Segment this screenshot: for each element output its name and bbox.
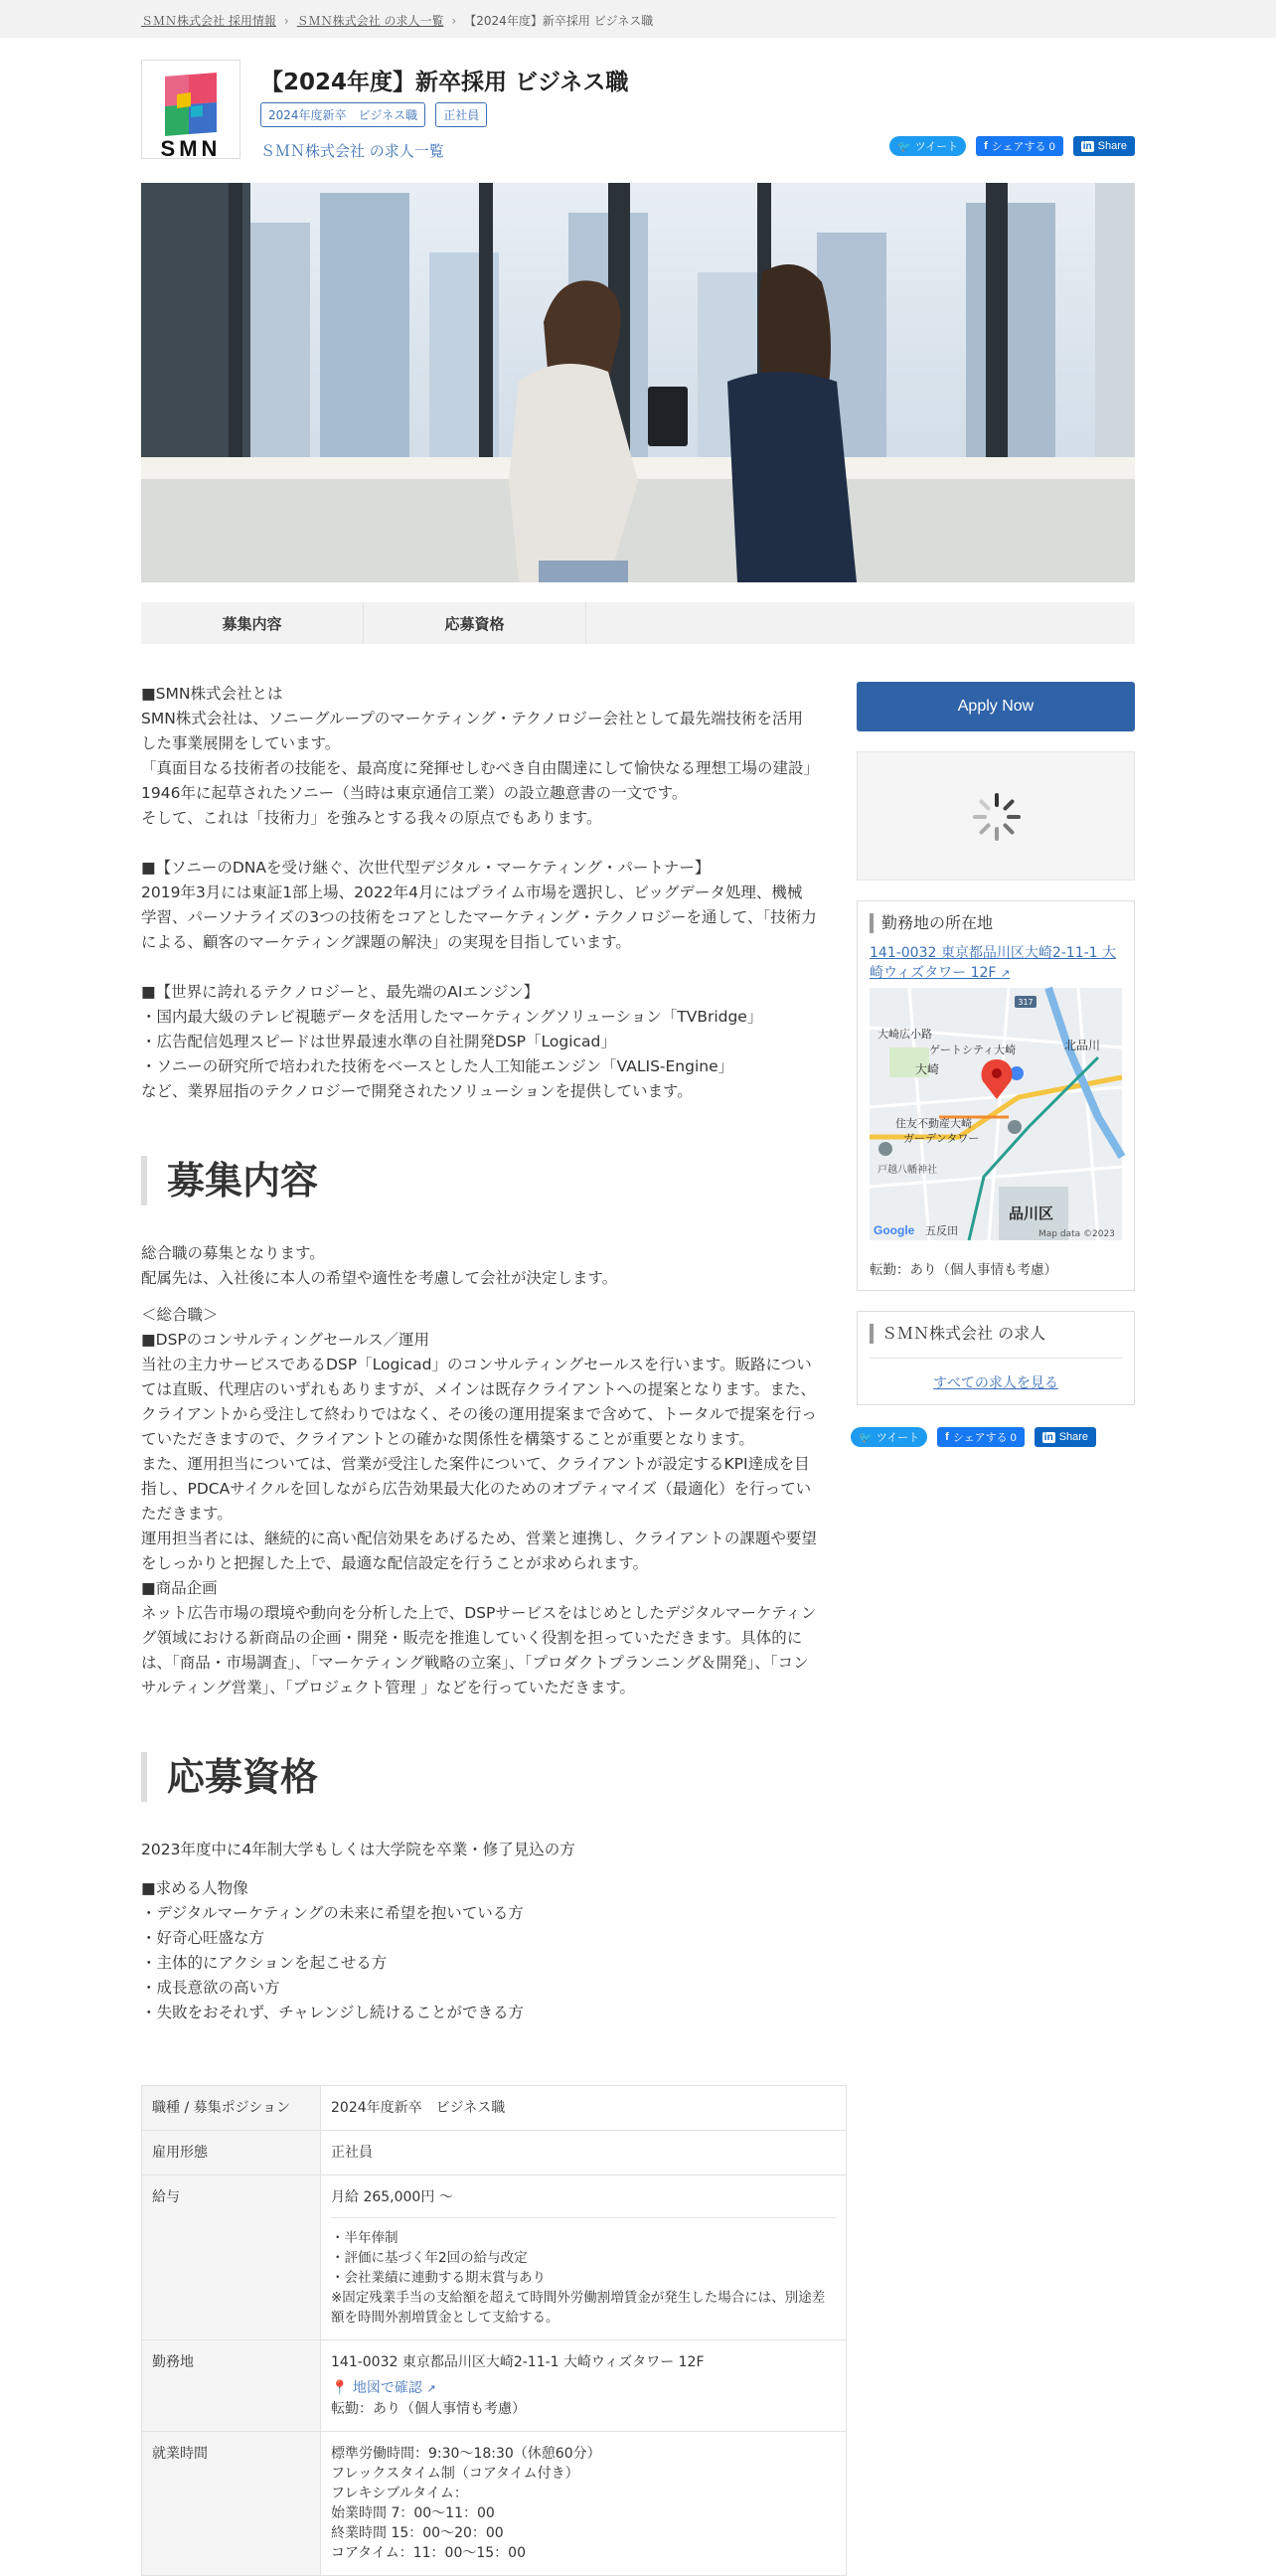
bird-icon: 🐦 xyxy=(896,140,911,153)
map-label: 北品川 xyxy=(1064,1039,1101,1052)
map-label: 戸越八幡神社 xyxy=(877,1165,937,1176)
row-label: 雇用形態 xyxy=(142,2131,321,2175)
bird-icon: 🐦 xyxy=(859,1431,873,1444)
text-line: 標準労働時間：9:30～18:30（休憩60分） xyxy=(331,2446,601,2462)
text-line: コアタイム：11：00～15：00 xyxy=(331,2545,526,2561)
facebook-icon: f xyxy=(984,140,988,152)
requirements-body xyxy=(141,1876,817,2025)
text-line: ■SMN株式会社とは xyxy=(141,685,283,703)
table-row xyxy=(142,2340,847,2432)
salary-amount: 月給 265,000円 〜 xyxy=(331,2189,453,2205)
tweet-button[interactable]: 🐦 ツイート xyxy=(889,136,966,156)
text-line: ・国内最大級のテレビ視聴データを活用したマーケティングソリューション「TVBridge」 xyxy=(141,1008,763,1026)
breadcrumb-bar xyxy=(0,0,1276,38)
company-jobs-card xyxy=(857,1311,1135,1405)
text-line: ・会社業績に連動する期末賞与あり xyxy=(331,2270,546,2286)
intro-block-3 xyxy=(141,980,817,1104)
text-line: ・失敗をおそれず、チャレンジし続けることができる方 xyxy=(141,2004,525,2021)
text-line: ■【ソニーのDNAを受け継ぐ、次世代型デジタル・マーケティング・パートナー】 xyxy=(141,859,711,877)
table-row xyxy=(142,2175,847,2340)
spinner-icon xyxy=(972,792,1022,842)
breadcrumb-current: 【2024年度】新卒採用 ビジネス職 xyxy=(464,14,654,28)
text-line: SMN株式会社は、ソニーグループのマーケティング・テクノロジー会社として最先端技術を活用した事業展開をしています。 xyxy=(141,710,803,752)
map-label: ガーデンタワー xyxy=(903,1132,980,1145)
text-line: 配属先は、入社後に本人の希望や適性を考慮して会社が決定します。 xyxy=(141,1269,618,1287)
tag-employment: 正社員 xyxy=(435,102,487,127)
map-link-row xyxy=(331,2378,836,2399)
sidebar xyxy=(857,682,1135,2576)
external-link-icon: ↗ xyxy=(1000,967,1011,980)
linkedin-icon: in xyxy=(1043,1431,1053,1443)
text-line: ・半年俸制 xyxy=(331,2230,399,2246)
text-line: ■DSPのコンサルティングセールス／運用 xyxy=(141,1331,430,1349)
text-line: 始業時間 7：00～11：00 xyxy=(331,2505,495,2521)
text-line: ■【世界に誇れるテクノロジーと、最先端のAIエンジン】 xyxy=(141,983,540,1001)
table-row xyxy=(142,2131,847,2175)
text-line: ■商品企画 xyxy=(141,1579,218,1597)
row-label: 勤務地 xyxy=(142,2340,321,2432)
row-label: 職種 / 募集ポジション xyxy=(142,2086,321,2131)
content-tabs xyxy=(141,602,1135,644)
text-line: ・デジタルマーケティングの未来に希望を抱いている方 xyxy=(141,1904,524,1922)
main-content xyxy=(141,682,826,2576)
text-line: 運用担当者には、継続的に高い配信効果をあげるため、営業と連携し、クライアントの課題や要望をしっかりと把握した上で、最適な配信設定を行うことが求められます。 xyxy=(141,1530,817,1572)
job-details-table xyxy=(141,2085,847,2576)
map-label: 住友不動産大崎 xyxy=(895,1117,972,1130)
hero-image xyxy=(141,183,1135,582)
job-tags xyxy=(260,102,487,127)
text-line: ■求める人物像 xyxy=(141,1879,248,1897)
row-label: 就業時間 xyxy=(142,2432,321,2576)
apply-button[interactable]: Apply Now xyxy=(857,682,1135,731)
linkedin-icon: in xyxy=(1082,140,1092,152)
logo-mark-icon xyxy=(159,73,223,138)
text-line: フレックスタイム制（コアタイム付き） xyxy=(331,2466,579,2482)
location-title: 勤務地の所在地 xyxy=(870,913,1122,933)
salary-details xyxy=(331,2217,836,2328)
location-map[interactable] xyxy=(870,988,1122,1240)
map-attribution: Map data ©2023 xyxy=(1038,1229,1115,1239)
row-value xyxy=(321,2432,847,2576)
logo-wordmark: SMN xyxy=(160,136,222,161)
breadcrumb-link-jobs[interactable]: ＳＭＮ株式会社 の求人一覧 xyxy=(296,14,444,28)
text-line: 当社の主力サービスであるDSP「Logicad」のコンサルティングセールスを行います。販路については直販、代理店のいずれもありますが、メインは既存クライアントへの提案となります。また、クライアントから受注して終わりではなく、その後の運用提案まで含めて、トータルで提案を行っていただきますので、クライアントとの確かな関係性を構築することが重要となります。 xyxy=(141,1356,817,1448)
description-body xyxy=(141,1303,817,1700)
fb-share-button[interactable]: f シェアする 0 xyxy=(976,136,1063,156)
text-line: ネット広告市場の環境や動向を分析した上で、DSPサービスをはじめとしたデジタルマーケティング領域における新商品の企画・開発・販売を推進していく役割を担っていただきます。具体的には、「商品・市場調査」、「マーケティング戦略の立案」、「プロダクトプランニング＆開発」、「コンサルティング営業」、「プロジェクト管理 」などを行っていただきます。 xyxy=(141,1604,817,1696)
linkedin-share-button[interactable]: in Share xyxy=(1073,136,1135,156)
chevron-right-icon: › xyxy=(451,13,457,28)
text-line: そして、これは「技術力」を強みとする我々の原点でもあります。 xyxy=(141,809,602,827)
tweet-button[interactable]: 🐦 ツイート xyxy=(851,1427,927,1447)
company-jobs-title: ＳＭＮ株式会社 の求人 xyxy=(870,1324,1122,1344)
text-line: ・主体的にアクションを起こせる方 xyxy=(141,1954,388,1972)
tag-position: 2024年度新卒 ビジネス職 xyxy=(260,102,425,127)
text-line: ・ソニーの研究所で培われた技術をベースとした人工知能エンジン「VALIS-Engine」 xyxy=(141,1057,734,1075)
location-address-link[interactable]: 141-0032 東京都品川区大崎2-11-1 大崎ウィズタワー 12F ↗ xyxy=(870,945,1117,981)
text-line: 2019年3月には東証1部上場、2022年4月にはプライム市場を選択し、ビッグデータ処理、機械学習、パーソナライズの3つの技術をコアとしたマーケティング・テクノロジーを通して、「技術力による、顧客のマーケティング課題の解決」の実現を目指しています。 xyxy=(141,884,817,951)
map-pin-icon: 📍 xyxy=(331,2380,349,2396)
location-address: 141-0032 東京都品川区大崎2-11-1 大崎ウィズタワー 12F xyxy=(331,2354,705,2370)
text-line: 2023年度中に4年制大学もしくは大学院を卒業・修了見込の方 xyxy=(141,1841,575,1858)
text-line: ・好奇心旺盛な方 xyxy=(141,1929,265,1947)
map-label: 品川区 xyxy=(1009,1205,1054,1222)
text-line: など、業界屈指のテクノロジーで開発されたソリューションを提供しています。 xyxy=(141,1082,693,1100)
row-value: 2024年度新卒 ビジネス職 xyxy=(321,2086,847,2131)
text-line: 終業時間 15：00～20：00 xyxy=(331,2525,504,2541)
loading-panel xyxy=(857,751,1135,881)
fb-share-button[interactable]: f シェアする 0 xyxy=(937,1427,1025,1447)
facebook-icon: f xyxy=(945,1431,949,1443)
map-label: 大崎広小路 xyxy=(877,1028,932,1041)
intro-block-1 xyxy=(141,682,817,831)
row-value: 正社員 xyxy=(321,2131,847,2175)
description-lead xyxy=(141,1241,817,1291)
table-row xyxy=(142,2086,847,2131)
chevron-right-icon: › xyxy=(283,13,289,28)
breadcrumb xyxy=(141,0,1135,29)
linkedin-share-button[interactable]: in Share xyxy=(1035,1427,1096,1447)
text-line: 総合職の募集となります。 xyxy=(141,1244,325,1262)
transfer-note: 転勤：あり（個人事情も考慮） xyxy=(331,2401,526,2417)
row-label: 給与 xyxy=(142,2175,321,2340)
transfer-note: 転勤：あり（個人事情も考慮） xyxy=(870,1262,1057,1278)
location-card xyxy=(857,900,1135,1291)
section-title-description: 募集内容 xyxy=(141,1156,817,1206)
text-line: ・広告配信処理スピードは世界最速水準の自社開発DSP「Logicad」 xyxy=(141,1033,616,1050)
map-label: 五反田 xyxy=(925,1224,958,1237)
row-value xyxy=(321,2340,847,2432)
text-line: ・成長意欲の高い方 xyxy=(141,1979,280,1997)
company-logo xyxy=(141,60,240,159)
map-label: 大崎 xyxy=(915,1062,940,1076)
text-line: ＜総合職＞ xyxy=(141,1306,219,1324)
map-graphic xyxy=(870,988,1122,1240)
all-jobs-link[interactable]: すべての求人を見る xyxy=(870,1358,1122,1392)
row-value xyxy=(321,2175,847,2340)
text-line: また、運用担当については、営業が受注した案件について、クライアントが設定するKPI達成を目指し、PDCAサイクルを回しながら広告効果最大化のためのオプティマイズ（最適化）を行っていただきます。 xyxy=(141,1455,812,1523)
office-photo xyxy=(141,183,1135,582)
text-line: ・評価に基づく年2回の給与改定 xyxy=(331,2250,528,2266)
share-buttons xyxy=(889,136,1135,156)
tab-description[interactable]: 募集内容 xyxy=(141,602,364,644)
intro-block-2 xyxy=(141,856,817,955)
map-label: ゲートシティ大崎 xyxy=(929,1044,1017,1056)
job-header xyxy=(141,38,1135,183)
map-road-number: 317 xyxy=(1018,998,1034,1007)
map-link[interactable]: 地図で確認 xyxy=(352,2380,422,2396)
text-line: フレキシブルタイム： xyxy=(331,2486,468,2501)
tab-requirements[interactable]: 応募資格 xyxy=(364,602,586,644)
google-logo: Google xyxy=(874,1223,915,1237)
page-title: 【2024年度】新卒採用 ビジネス職 xyxy=(260,70,629,95)
table-row xyxy=(142,2432,847,2576)
section-title-requirements: 応募資格 xyxy=(141,1752,817,1802)
company-jobs-link[interactable]: ＳＭＮ株式会社 の求人一覧 xyxy=(260,142,444,160)
breadcrumb-link-recruit[interactable]: ＳＭＮ株式会社 採用情報 xyxy=(141,14,276,28)
requirements-lead xyxy=(141,1838,817,1862)
external-link-icon: ↗ xyxy=(426,2382,436,2395)
text-line: 「真面目なる技術者の技能を、最高度に発揮せしむべき自由闊達にして愉快なる理想工場の建設」1946年に起草されたソニー（当時は東京通信工業）の設立趣意書の一文です。 xyxy=(141,759,812,802)
text-line: ※固定残業手当の支給額を超えて時間外労働割増賃金が発生した場合には、別途差額を時間外割増賃金として支給する。 xyxy=(331,2290,826,2326)
share-buttons-sidebar xyxy=(851,1427,1135,1447)
